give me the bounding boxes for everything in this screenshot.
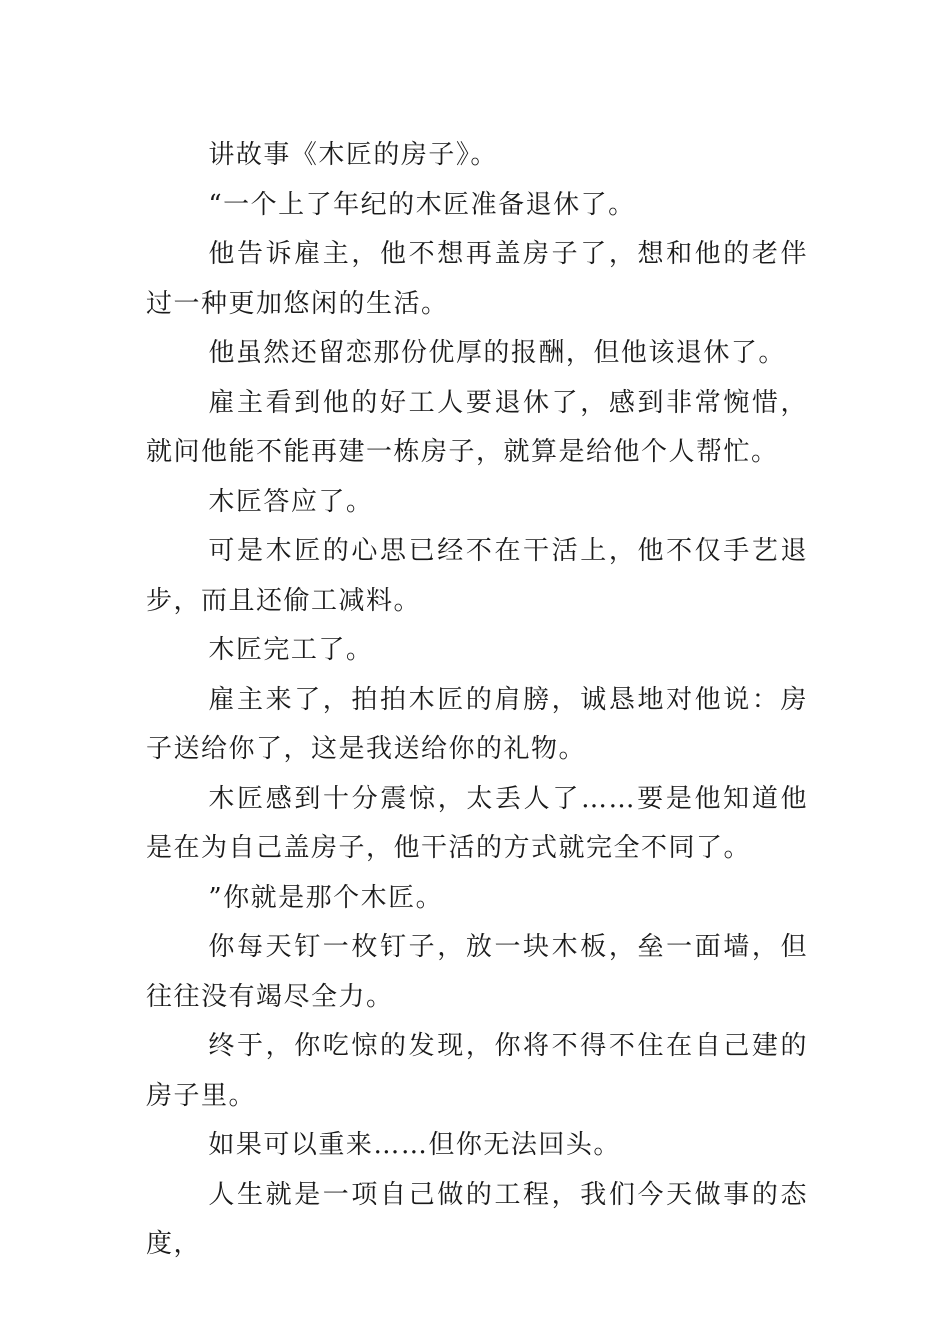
paragraph-15: 人生就是一项自己做的工程，我们今天做事的态度，: [146, 1179, 808, 1259]
paragraph-2: “一个上了年纪的木匠准备退休了。: [208, 189, 636, 220]
paragraph-1: 讲故事《木匠的房子》。: [208, 140, 498, 170]
paragraph-13: 终于，你吃惊的发现，你将不得不住在自己建的房子里。: [146, 1031, 808, 1111]
paragraph-7: 可是木匠的心思已经不在干活上，他不仅手艺退步，而且还偷工减料。: [146, 536, 808, 616]
paragraph-9: 雇主来了，拍拍木匠的肩膀，诚恳地对他说：房子送给你了，这是我送给你的礼物。: [146, 684, 808, 764]
paragraph-5: 雇主看到他的好工人要退休了，感到非常惋惜，就问他能不能再建一栋房子，就算是给他个人帮忙。: [146, 387, 808, 467]
document-body: [146, 131, 808, 1270]
paragraph-4: 他虽然还留恋那份优厚的报酬，但他该退休了。: [208, 338, 786, 368]
paragraph-6: 木匠答应了。: [208, 486, 374, 517]
paragraph-11: ”你就是那个木匠。: [208, 882, 444, 913]
paragraph-14: 如果可以重来……但你无法回头。: [208, 1130, 621, 1160]
paragraph-3: 他告诉雇主，他不想再盖房子了，想和他的老伴过一种更加悠闲的生活。: [146, 239, 808, 319]
paragraph-10: 木匠感到十分震惊，太丢人了……要是他知道他是在为自己盖房子，他干活的方式就完全不同了。: [146, 783, 808, 863]
paragraph-12: 你每天钉一枚钉子，放一块木板，垒一面墙，但往往没有竭尽全力。: [146, 932, 808, 1012]
paragraph-8: 木匠完工了。: [208, 635, 374, 665]
